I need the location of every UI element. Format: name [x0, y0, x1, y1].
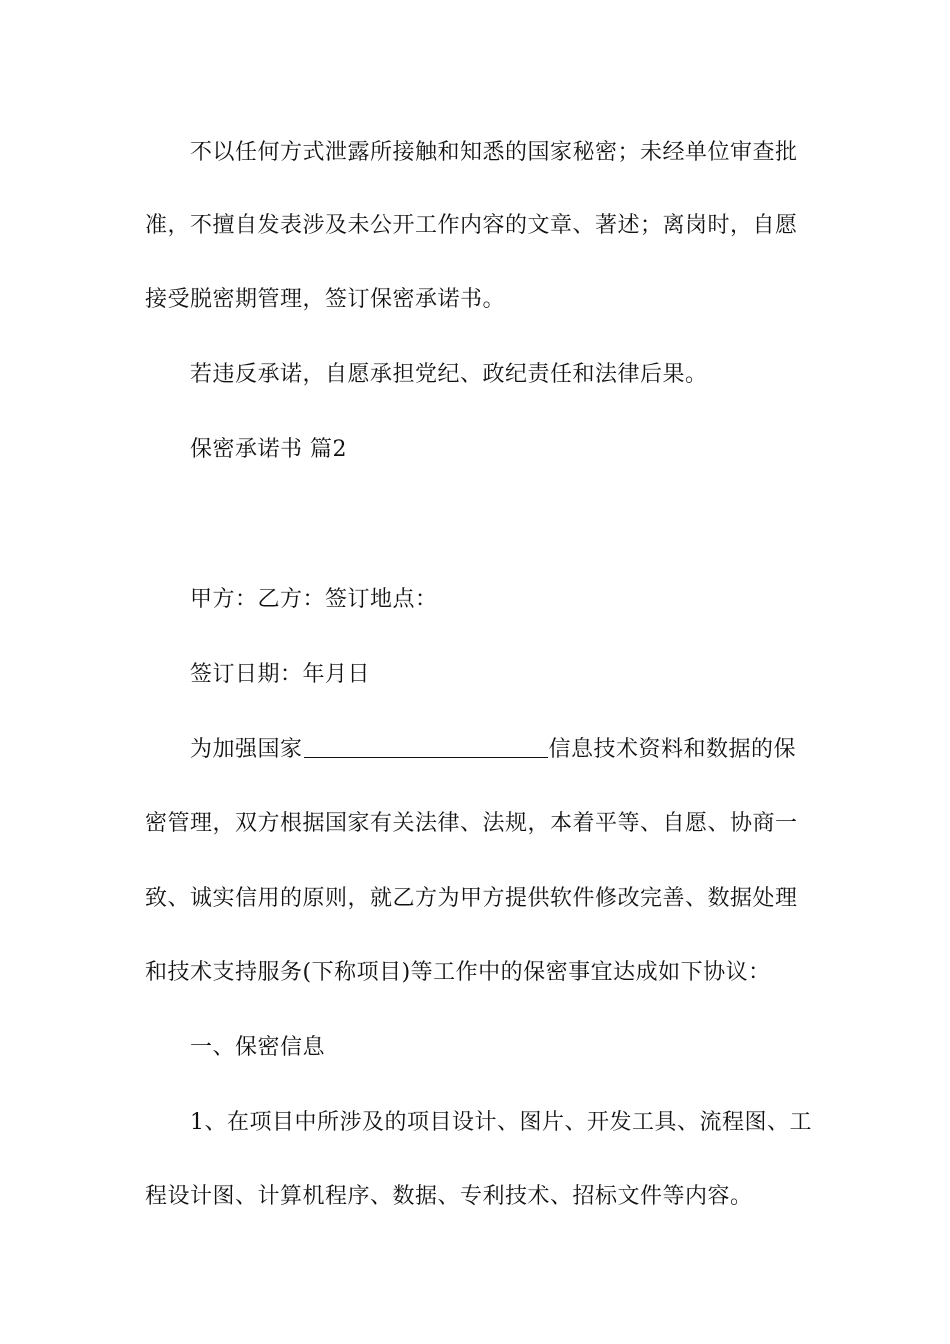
heading-confidential-info: 一、保密信息: [190, 1035, 326, 1060]
fill-in-blank: [304, 735, 548, 758]
item-1-line-2: 程设计图、计算机程序、数据、专利技术、招标文件等内容。: [145, 1184, 753, 1209]
paragraph-3-line-1-end: 信息技术资料和数据的保: [548, 737, 797, 762]
paragraph-3-line-4: 和技术支持服务(下称项目)等工作中的保密事宜达成如下协议：: [145, 960, 771, 985]
paragraph-1-line-1: 不以任何方式泄露所接触和知悉的国家秘密；未经单位审查批: [190, 140, 798, 165]
paragraph-1-line-3: 接受脱密期管理，签订保密承诺书。: [145, 287, 506, 312]
paragraph-1-line-2: 准，不擅自发表涉及未公开工作内容的文章、著述；离岗时，自愿: [145, 213, 798, 238]
parties-line: 甲方：乙方：签订地点：: [190, 587, 438, 612]
paragraph-3-line-3: 致、诚实信用的原则，就乙方为甲方提供软件修改完善、数据处理: [145, 886, 798, 911]
section-title: 保密承诺书 篇2: [190, 437, 347, 462]
paragraph-3-line-1: [190, 735, 796, 765]
signing-date: 签订日期：年月日: [190, 662, 371, 687]
paragraph-3-line-2: 密管理，双方根据国家有关法律、法规，本着平等、自愿、协商一: [145, 811, 798, 836]
paragraph-2: 若违反承诺，自愿承担党纪、政纪责任和法律后果。: [190, 362, 708, 387]
item-1-line-1: 1、在项目中所涉及的项目设计、图片、开发工具、流程图、工: [190, 1110, 812, 1135]
paragraph-3-line-1-start: 为加强国家: [190, 737, 303, 762]
